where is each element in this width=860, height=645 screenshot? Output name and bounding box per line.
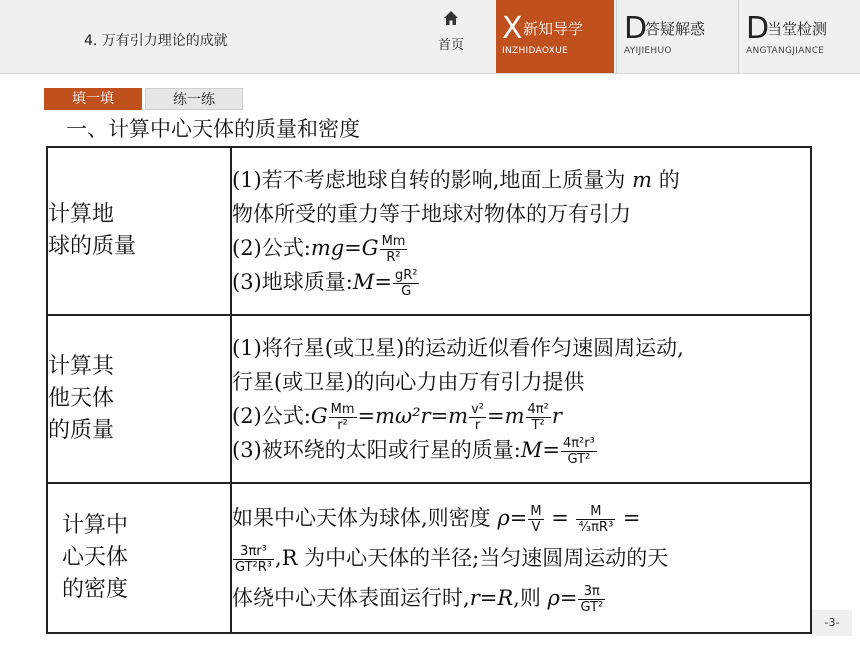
nav-divider [616, 0, 617, 73]
row-content [231, 147, 811, 315]
table-row [47, 147, 811, 315]
row-label [47, 315, 231, 483]
row-label-line: 计算地 [48, 202, 115, 227]
text: = [544, 506, 576, 530]
denominator: G [401, 284, 412, 299]
nav-tab-letter: X [502, 11, 523, 46]
numerator: 3π [578, 584, 605, 600]
row-label-line: 心天体 [62, 545, 129, 570]
content-line [232, 163, 810, 197]
formula: G [310, 404, 328, 428]
row-label-line: 的密度 [62, 577, 129, 602]
formula: M= [352, 270, 392, 294]
table-row [47, 315, 811, 483]
row-content [231, 483, 811, 633]
numerator: M [530, 504, 542, 519]
nav-tab-label: 答疑解惑 [645, 20, 706, 38]
formula-line [232, 538, 810, 578]
nav-tab-letter: D [746, 11, 770, 46]
text: 如果中心天体为球体,则密度 [232, 506, 498, 530]
var-m: m [632, 168, 653, 192]
text: 体绕中心天体表面运行时, [232, 586, 470, 610]
denominator: T² [531, 418, 545, 433]
numerator: M [576, 504, 615, 520]
row-label-line: 球的质量 [48, 234, 137, 259]
nav-tab-pinyin: AYIJIEHUO [624, 46, 672, 56]
text: (2)公式: [232, 404, 311, 428]
fraction [578, 584, 605, 615]
fraction [576, 504, 615, 535]
formula: =mω²r=m [357, 404, 469, 428]
formula-line [232, 498, 810, 538]
row-label-line: 计算其 [48, 354, 115, 379]
numerator: 4π² [527, 402, 549, 417]
fraction [393, 268, 420, 299]
tab-fill-in[interactable]: 填一填 [44, 88, 142, 110]
nav-tab-letter: D [624, 11, 648, 46]
row-label-line: 计算中 [62, 513, 129, 538]
content-line: 行星(或卫星)的向心力由万有引力提供 [232, 370, 585, 394]
formula: r=R [469, 586, 514, 610]
numerator: Mm [381, 234, 406, 249]
home-button[interactable] [430, 8, 472, 58]
formula: M= [520, 438, 560, 462]
formula-line [232, 578, 810, 618]
fraction [329, 402, 357, 433]
formula: mg=G [310, 236, 379, 260]
content-table [46, 146, 812, 634]
row-label [47, 147, 231, 315]
text: ,则 [513, 586, 548, 610]
home-label: 首页 [437, 38, 464, 53]
denominator: ⁴⁄₃πR³ [578, 520, 614, 535]
denominator: r² [337, 418, 348, 433]
row-content [231, 315, 811, 483]
formula-line [232, 231, 810, 265]
formula: r [551, 404, 562, 428]
text: 的 [658, 168, 680, 192]
denominator: R² [386, 250, 401, 265]
content-line: 物体所受的重力等于地球对物体的万有引力 [232, 202, 631, 226]
tab-practice[interactable]: 练一练 [145, 88, 243, 110]
numerator: gR² [394, 268, 418, 283]
row-label-line: 他天体 [48, 386, 115, 411]
page-number: -3- [812, 610, 852, 636]
text: = [616, 506, 641, 530]
formula-line [232, 433, 810, 467]
section-title: 一、计算中心天体的质量和密度 [66, 117, 360, 141]
lesson-title: 4. 万有引力理论的成就 [84, 33, 228, 49]
denominator: GT²R³ [235, 560, 273, 575]
nav-tab-label: 当堂检测 [767, 20, 828, 38]
formula-line [232, 265, 810, 299]
formula: ρ= [547, 586, 578, 610]
nav-tab-dayi[interactable] [618, 0, 736, 73]
row-label-line: 的质量 [48, 418, 115, 443]
denominator: r [474, 418, 481, 433]
fraction [233, 544, 274, 575]
text: (3)地球质量: [232, 270, 353, 294]
text: (2)公式: [232, 236, 311, 260]
top-navigation-bar [0, 0, 860, 74]
fraction [380, 234, 408, 265]
formula: =m [487, 404, 525, 428]
fraction [561, 436, 597, 467]
numerator: v² [471, 402, 485, 417]
numerator: Mm [330, 402, 355, 417]
fraction [528, 504, 543, 535]
text: (1)若不考虑地球自转的影响,地面上质量为 [232, 168, 626, 192]
nav-divider [738, 0, 739, 73]
text: (3)被环绕的太阳或行星的质量: [232, 438, 521, 462]
content-line: (1)将行星(或卫星)的运动近似看作匀速圆周运动, [232, 336, 684, 360]
nav-tab-xinzhi[interactable] [496, 0, 614, 73]
denominator: V [531, 520, 541, 535]
formula: ρ= [497, 506, 528, 530]
numerator: 4π²r³ [562, 436, 595, 451]
nav-tab-dangtang[interactable] [740, 0, 858, 73]
table-row [47, 483, 811, 633]
home-icon [443, 10, 459, 26]
text: ,R 为中心天体的半径;当匀速圆周运动的天 [275, 546, 669, 570]
nav-tab-pinyin: ANGTANGJIANCE [746, 46, 825, 56]
row-label [47, 483, 231, 633]
denominator: GT² [580, 600, 604, 615]
fraction [526, 402, 551, 433]
nav-tab-label: 新知导学 [523, 20, 584, 38]
denominator: GT² [567, 452, 591, 467]
fraction [469, 402, 486, 433]
formula-line [232, 399, 810, 433]
numerator: 3πr³ [233, 544, 274, 560]
nav-tab-pinyin: INZHIDAOXUE [502, 46, 568, 56]
